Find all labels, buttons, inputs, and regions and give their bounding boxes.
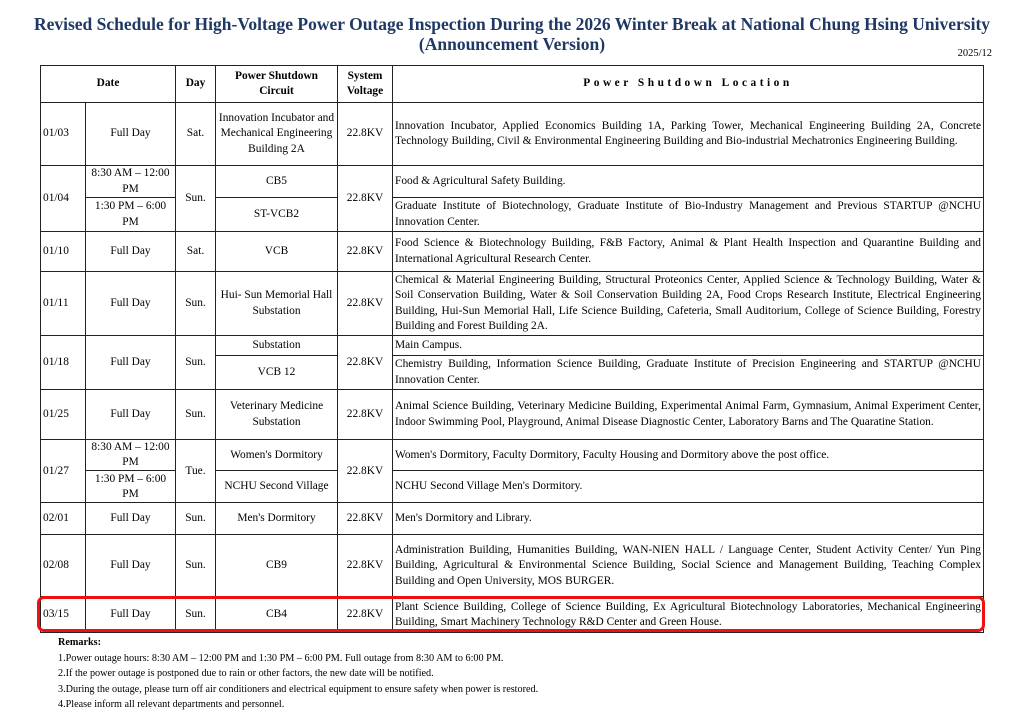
- day-cell: Sun.: [176, 503, 216, 535]
- date-cell: 01/27: [41, 440, 86, 503]
- date-cell: 01/04: [41, 166, 86, 232]
- location-cell: Food Science & Biotechnology Building, F&B Factory, Animal & Plant Health Inspection and Quarantine Building and International Agricultural Research Center.: [393, 232, 984, 272]
- circuit-cell: ST-VCB2: [216, 198, 338, 232]
- circuit-cell: Innovation Incubator and Mechanical Engineering Building 2A: [216, 103, 338, 166]
- date-cell: 02/01: [41, 503, 86, 535]
- header-location: Power Shutdown Location: [393, 66, 984, 103]
- date-cell: 01/03: [41, 103, 86, 166]
- time-cell: Full Day: [86, 336, 176, 390]
- schedule-table: [40, 65, 984, 633]
- header-voltage: System Voltage: [338, 66, 393, 103]
- circuit-cell: CB5: [216, 166, 338, 198]
- date-cell: 01/10: [41, 232, 86, 272]
- day-cell: Tue.: [176, 440, 216, 503]
- header-date: Date: [41, 66, 176, 103]
- time-cell: Full Day: [86, 503, 176, 535]
- document-title: [0, 14, 1024, 54]
- circuit-cell: NCHU Second Village: [216, 471, 338, 503]
- day-cell: Sun.: [176, 272, 216, 336]
- day-cell: Sat.: [176, 232, 216, 272]
- day-cell: Sun.: [176, 166, 216, 232]
- table-row: [41, 103, 984, 166]
- circuit-cell: Women's Dormitory: [216, 440, 338, 471]
- location-cell: Chemistry Building, Information Science Building, Graduate Institute of Precision Engineering and STARTUP @NCHU Innovation Center.: [393, 356, 984, 390]
- table-row: [41, 336, 984, 356]
- announcement-date: 2025/12: [957, 48, 992, 59]
- voltage-cell: 22.8KV: [338, 390, 393, 440]
- location-cell: Main Campus.: [393, 336, 984, 356]
- voltage-cell: 22.8KV: [338, 503, 393, 535]
- day-cell: Sat.: [176, 103, 216, 166]
- location-cell: Men's Dormitory and Library.: [393, 503, 984, 535]
- voltage-cell: 22.8KV: [338, 166, 393, 232]
- voltage-cell: 22.8KV: [338, 103, 393, 166]
- header-row: [41, 66, 984, 103]
- circuit-cell: Substation: [216, 336, 338, 356]
- time-cell: Full Day: [86, 390, 176, 440]
- location-cell: Women's Dormitory, Faculty Dormitory, Faculty Housing and Dormitory above the post office.: [393, 440, 984, 471]
- voltage-cell: 22.8KV: [338, 440, 393, 503]
- time-cell: 8:30 AM – 12:00 PM: [86, 166, 176, 198]
- circuit-cell: VCB: [216, 232, 338, 272]
- remark-item: 2.If the power outage is postponed due to rain or other factors, the new date will be notified.: [58, 668, 434, 680]
- circuit-cell: Men's Dormitory: [216, 503, 338, 535]
- location-cell: Graduate Institute of Biotechnology, Graduate Institute of Bio-Industry Management and Previous STARTUP @NCHU Innovation Center.: [393, 198, 984, 232]
- table-row: [41, 535, 984, 597]
- voltage-cell: 22.8KV: [338, 336, 393, 390]
- location-cell: Chemical & Material Engineering Building, Structural Proteonics Center, Applied Science & Technology Building, Water & Soil Conservation Building, Water & Soil Conservation Building 2A, Food Crops Research Institute, Electrical Engineering Building, Hui-Sun Memorial Hall, Life Science Building, Cafeteria, Small Auditorium, College of Science Building, Forestry Building and Forest Building 2A.: [393, 272, 984, 336]
- title-line-2: (Announcement Version): [418, 34, 606, 54]
- remarks-title: Remarks:: [58, 637, 102, 648]
- table-row: [41, 503, 984, 535]
- voltage-cell: 22.8KV: [338, 272, 393, 336]
- day-cell: Sun.: [176, 535, 216, 597]
- voltage-cell: 22.8KV: [338, 535, 393, 597]
- time-cell: 1:30 PM – 6:00 PM: [86, 471, 176, 503]
- header-circuit: Power Shutdown Circuit: [216, 66, 338, 103]
- remarks-section: [58, 635, 538, 713]
- location-cell: Animal Science Building, Veterinary Medicine Building, Experimental Animal Farm, Gymnasium, Animal Experiment Center, Indoor Swimming Pool, Playground, Animal Disease Diagnostic Center, Laboratory Barns and The Quaratine Station.: [393, 390, 984, 440]
- voltage-cell: 22.8KV: [338, 232, 393, 272]
- date-cell: 01/18: [41, 336, 86, 390]
- circuit-cell: Hui- Sun Memorial Hall Substation: [216, 272, 338, 336]
- time-cell: 1:30 PM – 6:00 PM: [86, 198, 176, 232]
- date-cell: 01/11: [41, 272, 86, 336]
- location-cell: Food & Agricultural Safety Building.: [393, 166, 984, 198]
- time-cell: Full Day: [86, 232, 176, 272]
- header-day: Day: [176, 66, 216, 103]
- location-cell: Plant Science Building, College of Science Building, Ex Agricultural Biotechnology Laboratories, Mechanical Engineering Building, Smart Machinery Technology R&D Center and Green House.: [393, 597, 984, 633]
- day-cell: Sun.: [176, 390, 216, 440]
- day-cell: Sun.: [176, 336, 216, 390]
- time-cell: Full Day: [86, 103, 176, 166]
- location-cell: NCHU Second Village Men's Dormitory.: [393, 471, 984, 503]
- remark-item: 4.Please inform all relevant departments and personnel.: [58, 699, 285, 711]
- table-row: [41, 597, 984, 633]
- remark-item: 1.Power outage hours: 8:30 AM – 12:00 PM and 1:30 PM – 6:00 PM. Full outage from 8:30 AM to 6:00 PM.: [58, 652, 504, 664]
- circuit-cell: VCB 12: [216, 356, 338, 390]
- time-cell: Full Day: [86, 535, 176, 597]
- location-cell: Administration Building, Humanities Building, WAN-NIEN HALL / Language Center, Student Activity Center/ Yun Ping Building, Agricultural & Environmental Science Building, Social Science and Management Building, Teaching Complex Building and Open University, MOS BURGER.: [393, 535, 984, 597]
- circuit-cell: CB9: [216, 535, 338, 597]
- circuit-cell: Veterinary Medicine Substation: [216, 390, 338, 440]
- date-cell: 02/08: [41, 535, 86, 597]
- table-row: [41, 272, 984, 336]
- date-cell: 01/25: [41, 390, 86, 440]
- table-row: [41, 440, 984, 471]
- table-row: [41, 232, 984, 272]
- remark-item: 3.During the outage, please turn off air conditioners and electrical equipment to ensure safety when power is restored.: [58, 683, 539, 695]
- day-cell: Sun.: [176, 597, 216, 633]
- title-line-1: Revised Schedule for High-Voltage Power Outage Inspection During the 2026 Winter Break at National Chung Hsing University: [33, 14, 991, 34]
- voltage-cell: 22.8KV: [338, 597, 393, 633]
- time-cell: 8:30 AM – 12:00 PM: [86, 440, 176, 471]
- table-row: [41, 390, 984, 440]
- location-cell: Innovation Incubator, Applied Economics Building 1A, Parking Tower, Mechanical Engineering Building 2A, Concrete Technology Building, Civil & Environmental Engineering Building and Bio-industrial Mechatronics Engineering Building.: [393, 103, 984, 166]
- table-row: [41, 166, 984, 198]
- circuit-cell: CB4: [216, 597, 338, 633]
- time-cell: Full Day: [86, 272, 176, 336]
- time-cell: Full Day: [86, 597, 176, 633]
- date-cell: 03/15: [41, 597, 86, 633]
